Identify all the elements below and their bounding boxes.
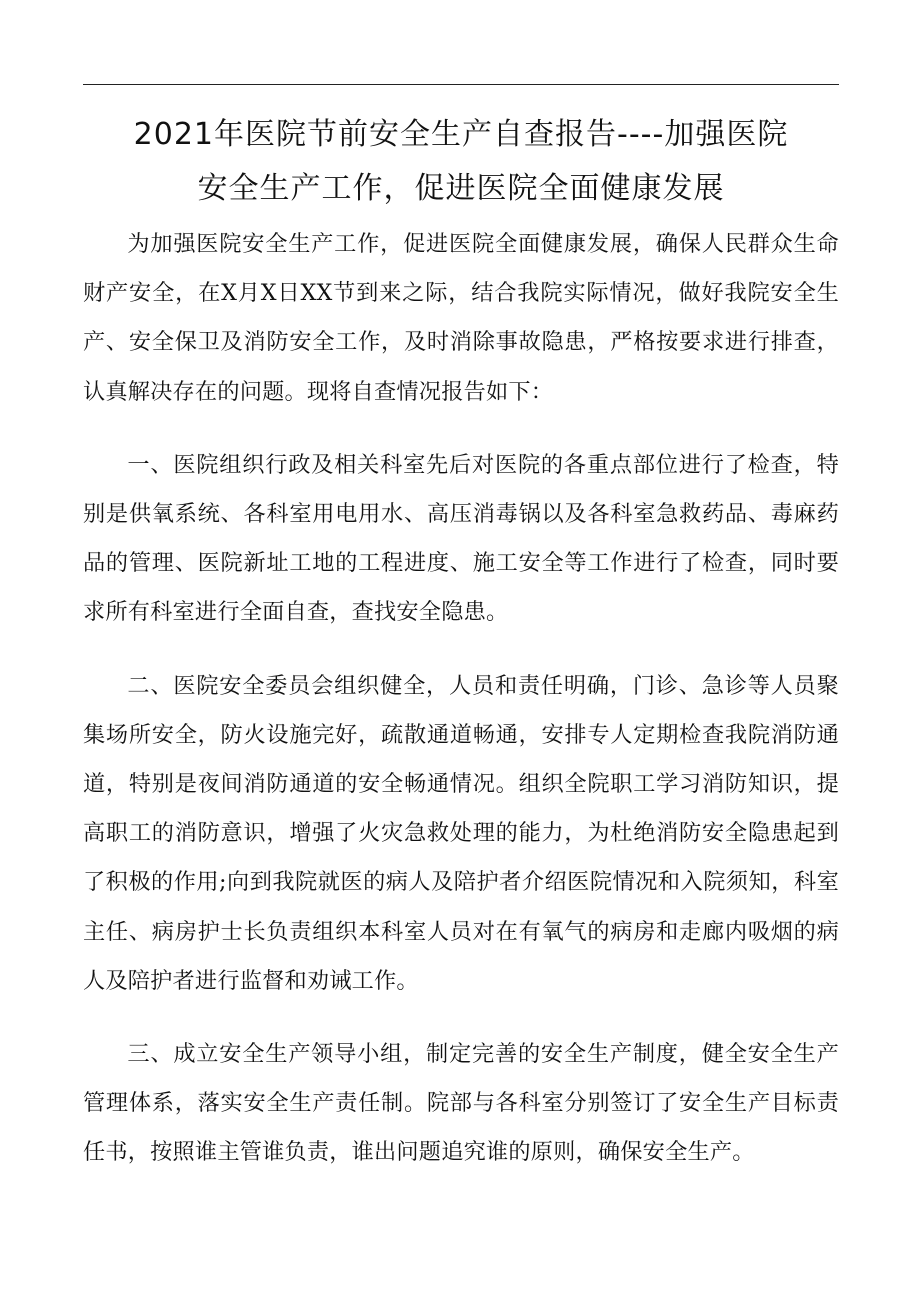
paragraph-section-3: 三、成立安全生产领导小组，制定完善的安全生产制度，健全安全生产管理体系，落实安全生产责任制。院部与各科室分别签订了安全生产目标责任书，按照谁主管谁负责，谁出问题追究谁的原则，确保安全生产。 <box>83 1041 839 1166</box>
paragraph-section-1: 一、医院组织行政及相关科室先后对医院的各重点部位进行了检查，特别是供氧系统、各科室用电用水、高压消毒锅以及各科室急救药品、毒麻药品的管理、医院新址工地的工程进度、施工安全等工作进行了检查，同时要求所有科室进行全面自查，查找安全隐患。 <box>83 451 839 626</box>
title-line-2: 安全生产工作，促进医院全面健康发展 <box>197 171 725 206</box>
header-rule <box>83 84 839 85</box>
paragraph-intro: 为加强医院安全生产工作，促进医院全面健康发展，确保人民群众生命财产安全，在X月X日XX节到来之际，结合我院实际情况，做好我院安全生产、安全保卫及消防安全工作，及时消除事故隐患，严格按要求进行排查，认真解决存在的问题。现将自查情况报告如下： <box>83 231 839 405</box>
document-body <box>83 220 839 1202</box>
document-title <box>83 108 839 216</box>
paragraph-section-2: 二、医院安全委员会组织健全，人员和责任明确，门诊、急诊等人员聚集场所安全，防火设施完好，疏散通道畅通，安排专人定期检查我院消防通道，特别是夜间消防通道的安全畅通情况。组织全院职工学习消防知识，提高职工的消防意识，增强了火灾急救处理的能力，为杜绝消防安全隐患起到了积极的作用;向到我院就医的病人及陪护者介绍医院情况和入院须知，科室主任、病房护士长负责组织本科室人员对在有氧气的病房和走廊内吸烟的病人及陪护者进行监督和劝诫工作。 <box>83 672 839 994</box>
title-line-1: 2021年医院节前安全生产自查报告----加强医院 <box>133 117 789 152</box>
